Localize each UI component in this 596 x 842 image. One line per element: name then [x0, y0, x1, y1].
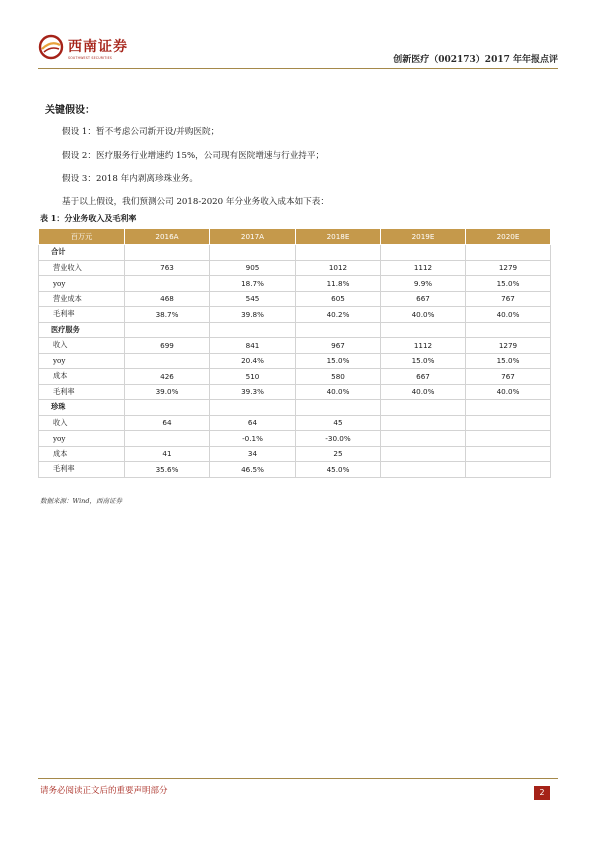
table-section-row	[39, 400, 551, 416]
table-row	[39, 260, 551, 276]
table-cell: 1279	[466, 338, 551, 354]
table-cell	[210, 245, 296, 261]
table-cell: 15.0%	[466, 276, 551, 292]
table-row	[39, 338, 551, 354]
table-row	[39, 431, 551, 447]
header-unit: 百万元	[39, 229, 125, 245]
table-cell: 767	[466, 369, 551, 385]
table-cell: 767	[466, 291, 551, 307]
table-cell: 510	[210, 369, 296, 385]
table-cell: 39.3%	[210, 384, 296, 400]
table-cell	[296, 400, 381, 416]
table-cell: 39.0%	[125, 384, 210, 400]
table-cell: 667	[381, 291, 466, 307]
row-label: 营业成本	[39, 291, 125, 307]
row-label: 收入	[39, 415, 125, 431]
table-row	[39, 384, 551, 400]
assumption-2: 假设 2：医疗服务行业增速约 15%，公司现有医院增速与行业持平；	[62, 151, 325, 161]
table-row	[39, 276, 551, 292]
table-cell	[381, 400, 466, 416]
row-label: 收入	[39, 338, 125, 354]
table-cell: 64	[210, 415, 296, 431]
table-cell: 967	[296, 338, 381, 354]
row-label: 成本	[39, 446, 125, 462]
data-source-note: 数据来源：Wind，西南证券	[40, 497, 122, 505]
table-cell	[466, 446, 551, 462]
table-cell	[125, 276, 210, 292]
table-cell: 40.2%	[296, 307, 381, 323]
row-label: 毛利率	[39, 462, 125, 478]
table-cell	[466, 400, 551, 416]
header-2020e: 2020E	[466, 229, 551, 245]
table-cell: 64	[125, 415, 210, 431]
table-row	[39, 369, 551, 385]
table-row	[39, 462, 551, 478]
row-label: 营业收入	[39, 260, 125, 276]
table-cell	[466, 462, 551, 478]
table-cell	[381, 431, 466, 447]
header-2017a: 2017A	[210, 229, 296, 245]
table-cell: 34	[210, 446, 296, 462]
table-cell: 580	[296, 369, 381, 385]
row-label: yoy	[39, 431, 125, 447]
assumption-1: 假设 1：暂不考虑公司新开设/并购医院；	[62, 127, 220, 137]
assumption-3: 假设 3：2018 年内剥离珍珠业务。	[62, 174, 198, 184]
table-cell: 15.0%	[296, 353, 381, 369]
table-cell: 841	[210, 338, 296, 354]
row-label: 珍珠	[39, 400, 125, 416]
table-cell: 35.6%	[125, 462, 210, 478]
table-cell	[466, 322, 551, 338]
table-cell: 15.0%	[381, 353, 466, 369]
row-label: yoy	[39, 276, 125, 292]
table-cell: 40.0%	[381, 384, 466, 400]
table-cell: 18.7%	[210, 276, 296, 292]
table-cell: 40.0%	[296, 384, 381, 400]
header-2019e: 2019E	[381, 229, 466, 245]
table-cell	[125, 322, 210, 338]
table-cell: 905	[210, 260, 296, 276]
table-cell	[381, 322, 466, 338]
table-cell	[381, 462, 466, 478]
table-cell: -30.0%	[296, 431, 381, 447]
table-cell	[381, 415, 466, 431]
table-cell	[210, 400, 296, 416]
header-2016a: 2016A	[125, 229, 210, 245]
table-row	[39, 415, 551, 431]
table-row	[39, 353, 551, 369]
header-2018e: 2018E	[296, 229, 381, 245]
header-divider	[38, 68, 558, 69]
revenue-cost-table	[38, 228, 551, 478]
table-cell	[125, 353, 210, 369]
table-cell	[466, 415, 551, 431]
table-row	[39, 307, 551, 323]
table-cell: 39.8%	[210, 307, 296, 323]
table-cell	[125, 431, 210, 447]
report-title: 创新医疗（002173）2017 年年报点评	[393, 55, 558, 65]
table-header-row	[39, 229, 551, 245]
disclaimer-notice: 请务必阅读正文后的重要声明部分	[40, 786, 168, 796]
table-cell: 41	[125, 446, 210, 462]
table-cell: 763	[125, 260, 210, 276]
table-cell	[381, 245, 466, 261]
table-cell: 40.0%	[381, 307, 466, 323]
logo-english-name: SOUTHWEST SECURITIES	[68, 56, 113, 60]
table-cell: 667	[381, 369, 466, 385]
table-cell: 1112	[381, 338, 466, 354]
table-cell: 38.7%	[125, 307, 210, 323]
table-cell	[125, 400, 210, 416]
table-cell	[296, 322, 381, 338]
table-row	[39, 291, 551, 307]
forecast-intro: 基于以上假设，我们预测公司 2018-2020 年分业务收入成本如下表：	[62, 197, 329, 207]
table-cell: 1279	[466, 260, 551, 276]
table-cell: 20.4%	[210, 353, 296, 369]
table-cell: 45	[296, 415, 381, 431]
row-label: 毛利率	[39, 307, 125, 323]
table-cell: 1012	[296, 260, 381, 276]
row-label: 合计	[39, 245, 125, 261]
table-cell: 40.0%	[466, 307, 551, 323]
table-cell: 468	[125, 291, 210, 307]
footer-divider	[38, 778, 558, 779]
table-cell: 9.9%	[381, 276, 466, 292]
row-label: 医疗服务	[39, 322, 125, 338]
table-cell: -0.1%	[210, 431, 296, 447]
table-cell: 40.0%	[466, 384, 551, 400]
table-cell: 426	[125, 369, 210, 385]
table-cell: 25	[296, 446, 381, 462]
table-cell	[466, 245, 551, 261]
table-cell: 11.8%	[296, 276, 381, 292]
section-title: 关键假设：	[45, 105, 95, 116]
table-cell: 605	[296, 291, 381, 307]
row-label: yoy	[39, 353, 125, 369]
table-cell: 699	[125, 338, 210, 354]
table-row	[39, 446, 551, 462]
table-cell	[296, 245, 381, 261]
table-cell	[466, 431, 551, 447]
company-logo	[38, 34, 158, 64]
row-label: 毛利率	[39, 384, 125, 400]
table-cell: 15.0%	[466, 353, 551, 369]
logo-chinese-name: 西南证券	[68, 39, 128, 55]
table-section-row	[39, 322, 551, 338]
page-header	[38, 30, 558, 70]
table-cell: 46.5%	[210, 462, 296, 478]
row-label: 成本	[39, 369, 125, 385]
table-cell: 45.0%	[296, 462, 381, 478]
logo-emblem-icon	[38, 34, 64, 60]
table-section-row	[39, 245, 551, 261]
table-caption: 表 1：分业务收入及毛利率	[40, 213, 137, 223]
table-cell: 1112	[381, 260, 466, 276]
page-number: 2	[534, 786, 550, 800]
table-cell	[381, 446, 466, 462]
table-cell	[125, 245, 210, 261]
table-cell	[210, 322, 296, 338]
table-cell: 545	[210, 291, 296, 307]
